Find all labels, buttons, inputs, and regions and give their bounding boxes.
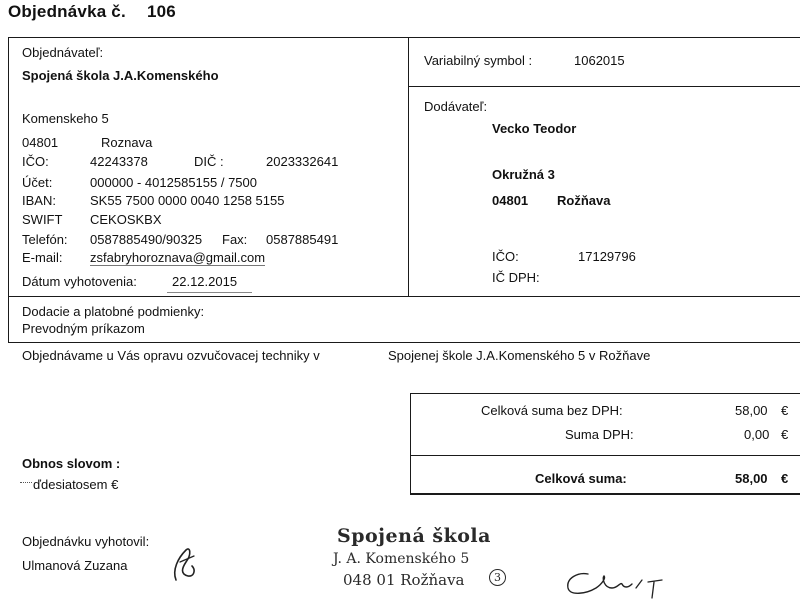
supplier-ico-value: 17129796 bbox=[578, 249, 636, 264]
buyer-name: Spojená škola J.A.Komenského bbox=[22, 68, 219, 83]
vat-value: 0,00 bbox=[744, 427, 770, 442]
document-title: Objednávka č. bbox=[8, 2, 126, 21]
supplier-street: Okružná 3 bbox=[492, 167, 555, 182]
prepared-name: Ulmanová Zuzana bbox=[22, 558, 128, 573]
net-total-currency: € bbox=[781, 403, 789, 418]
buyer-dic-label: DIČ : bbox=[194, 154, 224, 169]
order-number: 106 bbox=[147, 2, 176, 21]
terms-value: Prevodným príkazom bbox=[22, 321, 145, 336]
buyer-email-label: E-mail: bbox=[22, 250, 63, 265]
totals-separator bbox=[410, 455, 800, 456]
grand-total-label: Celková suma: bbox=[535, 471, 627, 486]
buyer-fax-value: 0587885491 bbox=[266, 232, 339, 247]
buyer-account-label: Účet: bbox=[22, 175, 53, 190]
supplier-city: Rožňava bbox=[557, 193, 611, 208]
address-bottom-border bbox=[8, 296, 800, 297]
order-text-part1: Objednávame u Vás opravu ozvučovacej techniky v bbox=[22, 348, 320, 363]
date-value: 22.12.2015 bbox=[172, 274, 238, 289]
buyer-swift-label: SWIFT bbox=[22, 212, 63, 227]
frame-top-border bbox=[8, 37, 800, 38]
buyer-dic-value: 2023332641 bbox=[266, 154, 339, 169]
buyer-label: Objednávateľ: bbox=[22, 45, 104, 60]
terms-bottom-border bbox=[8, 342, 800, 343]
buyer-swift-value: CEKOSKBX bbox=[90, 212, 162, 227]
frame-middle-divider bbox=[408, 37, 409, 296]
words-redaction-mark bbox=[20, 482, 32, 484]
date-underline bbox=[167, 292, 252, 293]
order-text-part2: Spojenej škole J.A.Komenského 5 v Rožňave bbox=[388, 348, 651, 363]
signature-mark-right bbox=[562, 566, 672, 602]
buyer-phone-label: Telefón: bbox=[22, 232, 68, 247]
supplier-zip: 04801 bbox=[492, 193, 529, 208]
buyer-ico-label: IČO: bbox=[22, 154, 49, 169]
net-total-label: Celková suma bez DPH: bbox=[481, 403, 623, 418]
buyer-iban-label: IBAN: bbox=[22, 193, 56, 208]
signature-mark-left bbox=[168, 540, 202, 586]
buyer-account-value: 000000 - 4012585155 / 7500 bbox=[90, 175, 257, 190]
vat-label: Suma DPH: bbox=[565, 427, 634, 442]
words-value: ďdesiatosem € bbox=[33, 477, 119, 492]
buyer-phone-value: 0587885490/90325 bbox=[90, 232, 203, 247]
buyer-zip: 04801 bbox=[22, 135, 59, 150]
words-label: Obnos slovom : bbox=[22, 456, 121, 471]
stamp-number: 3 bbox=[489, 569, 506, 586]
net-total-value: 58,00 bbox=[735, 403, 768, 418]
stamp-line-3: 048 01 Rožňava bbox=[343, 571, 465, 589]
grand-total-currency: € bbox=[781, 471, 789, 486]
supplier-label: Dodávateľ: bbox=[424, 99, 488, 114]
buyer-city: Roznava bbox=[101, 135, 153, 150]
vs-bottom-border bbox=[408, 86, 800, 87]
buyer-iban-value: SK55 7500 0000 0040 1258 5155 bbox=[90, 193, 285, 208]
vat-currency: € bbox=[781, 427, 789, 442]
terms-label: Dodacie a platobné podmienky: bbox=[22, 304, 205, 319]
prepared-label: Objednávku vyhotovil: bbox=[22, 534, 150, 549]
stamp-line-1: Spojená škola bbox=[337, 525, 491, 547]
supplier-ico-label: IČO: bbox=[492, 249, 519, 264]
supplier-name: Vecko Teodor bbox=[492, 121, 577, 136]
variable-symbol-value: 1062015 bbox=[574, 53, 625, 68]
buyer-ico-value: 42243378 bbox=[90, 154, 148, 169]
grand-total-value: 58,00 bbox=[735, 471, 768, 486]
supplier-icdph-label: IČ DPH: bbox=[492, 270, 540, 285]
frame-left-border bbox=[8, 37, 9, 343]
buyer-street: Komenskeho 5 bbox=[22, 111, 109, 126]
variable-symbol-label: Variabilný symbol : bbox=[424, 53, 533, 68]
buyer-email-value[interactable]: zsfabryhoroznava@gmail.com bbox=[90, 250, 266, 265]
buyer-fax-label: Fax: bbox=[222, 232, 248, 247]
date-label: Dátum vyhotovenia: bbox=[22, 274, 137, 289]
stamp-line-2: J. A. Komenského 5 bbox=[333, 551, 470, 567]
